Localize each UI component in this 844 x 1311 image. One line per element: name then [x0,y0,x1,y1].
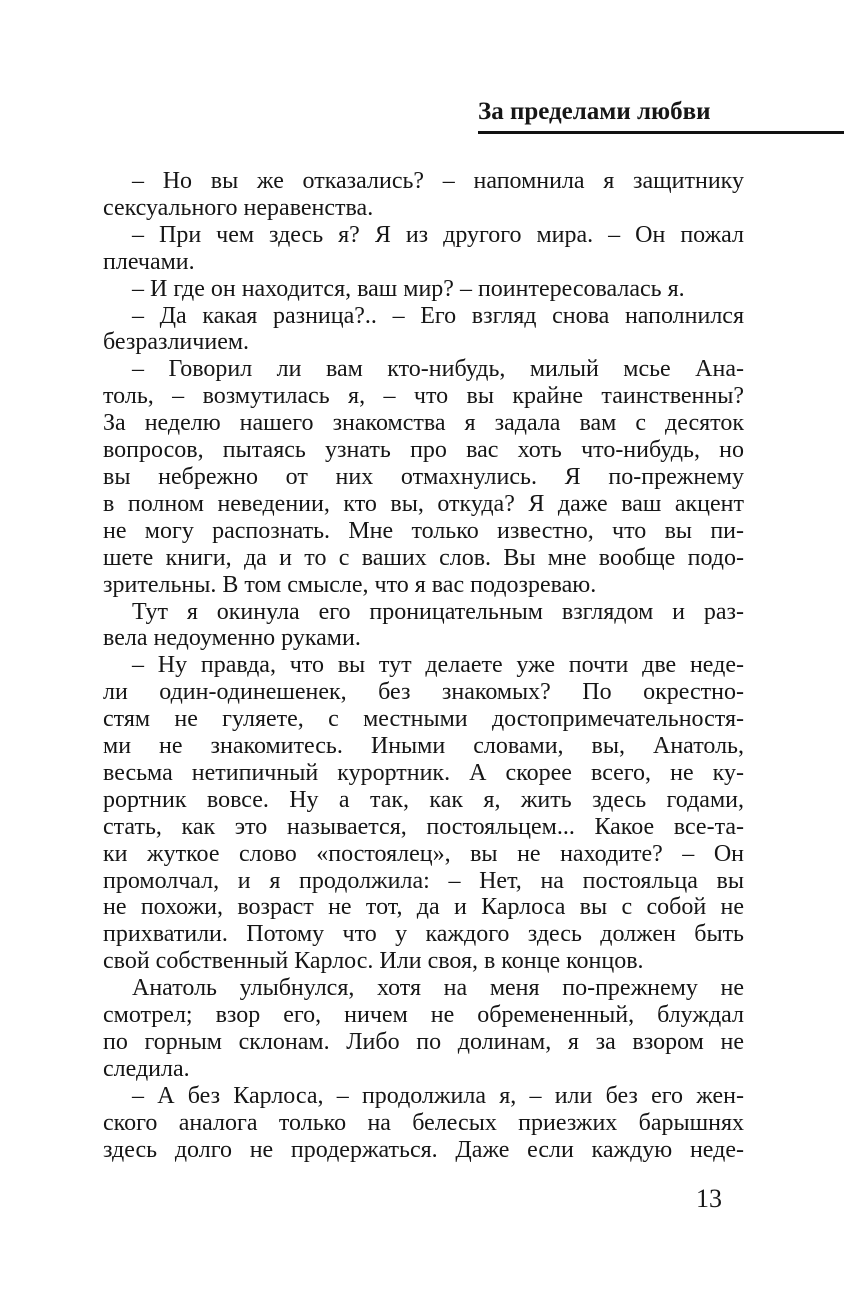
text-line: стям не гуляете, с местными достопримечательностя- [103,706,744,733]
text-line: весьма нетипичный курортник. А скорее всего, не ку- [103,759,744,786]
text-line: сексуального неравенства. [103,194,374,221]
page-number-value: 13 [696,1184,722,1213]
text-line: шете книги, да и то с ваших слов. Вы мне вообще подо- [103,544,744,571]
text-line: вопросов, пытаясь узнать про вас хоть что-нибудь, но [103,437,744,464]
text-line: рортник вовсе. Ну а так, как я, жить здесь годами, [103,786,744,813]
text-line: зрительны. В том смысле, что я вас подозреваю. [103,571,597,598]
page-number [103,1184,744,1214]
text-line: – Но вы же отказались? – напомнила я защитнику [132,168,744,194]
text-line: в полном неведении, кто вы, откуда? Я даже ваш акцент [103,490,744,517]
text-line: – Говорил ли вам кто-нибудь, милый мсье Ана- [132,356,744,383]
text-line: Тут я окинула его проницательным взглядом и раз- [132,598,744,625]
text-line: – При чем здесь я? Я из другого мира. – Он пожал [132,221,744,248]
paragraph [103,222,744,276]
running-header-title: За пределами любви [478,98,711,125]
text-line: стать, как это называется, постояльцем... Какое все-та- [103,813,744,840]
text-line: ки жуткое слово «постоялец», вы не находите? – Он [103,840,744,867]
text-line: безразличием. [103,329,250,356]
text-line: смотрел; взор его, ничем не обремененный, блуждал [103,1002,744,1029]
text-line: толь, – возмутилась я, – что вы крайне таинственны? [103,383,744,410]
body-text [103,168,744,1164]
paragraph [103,303,744,357]
text-line: Анатоль улыбнулся, хотя на меня по-прежнему не [132,975,744,1002]
paragraph [103,652,744,975]
paragraph [103,356,744,598]
text-line: ми не знакомитесь. Иными словами, вы, Анатоль, [103,733,744,760]
text-line: вела недоуменно руками. [103,625,361,652]
text-line: свой собственный Карлос. Или своя, в конце концов. [103,948,644,975]
text-line: по горным склонам. Либо по долинам, я за взором не [103,1029,744,1055]
running-header [478,97,844,134]
text-line: – И где он находится, ваш мир? – поинтересовалась я. [132,275,685,302]
text-line: здесь долго не продержаться. Даже если каждую неде- [103,1136,744,1163]
paragraph [103,276,744,303]
text-line: промолчал, и я продолжила: – Нет, на постояльца вы [103,867,744,894]
text-line: не похожи, возраст не тот, да и Карлоса вы с собой не [103,894,744,921]
text-line: следила. [103,1055,190,1082]
text-line: – Ну правда, что вы тут делаете уже почти две неде- [132,652,744,679]
text-line: За неделю нашего знакомства я задала вам с десяток [103,410,744,437]
paragraph [103,975,744,1083]
text-line: не могу распознать. Мне только известно, что вы пи- [103,517,744,544]
paragraph [103,599,744,653]
paragraph [103,168,744,222]
text-line: – Да какая разница?.. – Его взгляд снова наполнился [132,302,744,329]
paragraph [103,1083,744,1164]
text-line: ского аналога только на белесых приезжих барышнях [103,1109,744,1136]
text-line: вы небрежно от них отмахнулись. Я по-прежнему [103,463,744,490]
text-line: плечами. [103,248,195,275]
text-line: – А без Карлоса, – продолжила я, – или без его жен- [132,1082,744,1109]
text-line: прихватили. Потому что у каждого здесь должен быть [103,921,744,948]
text-line: ли один-одинешенек, без знакомых? По окрестно- [103,679,744,706]
